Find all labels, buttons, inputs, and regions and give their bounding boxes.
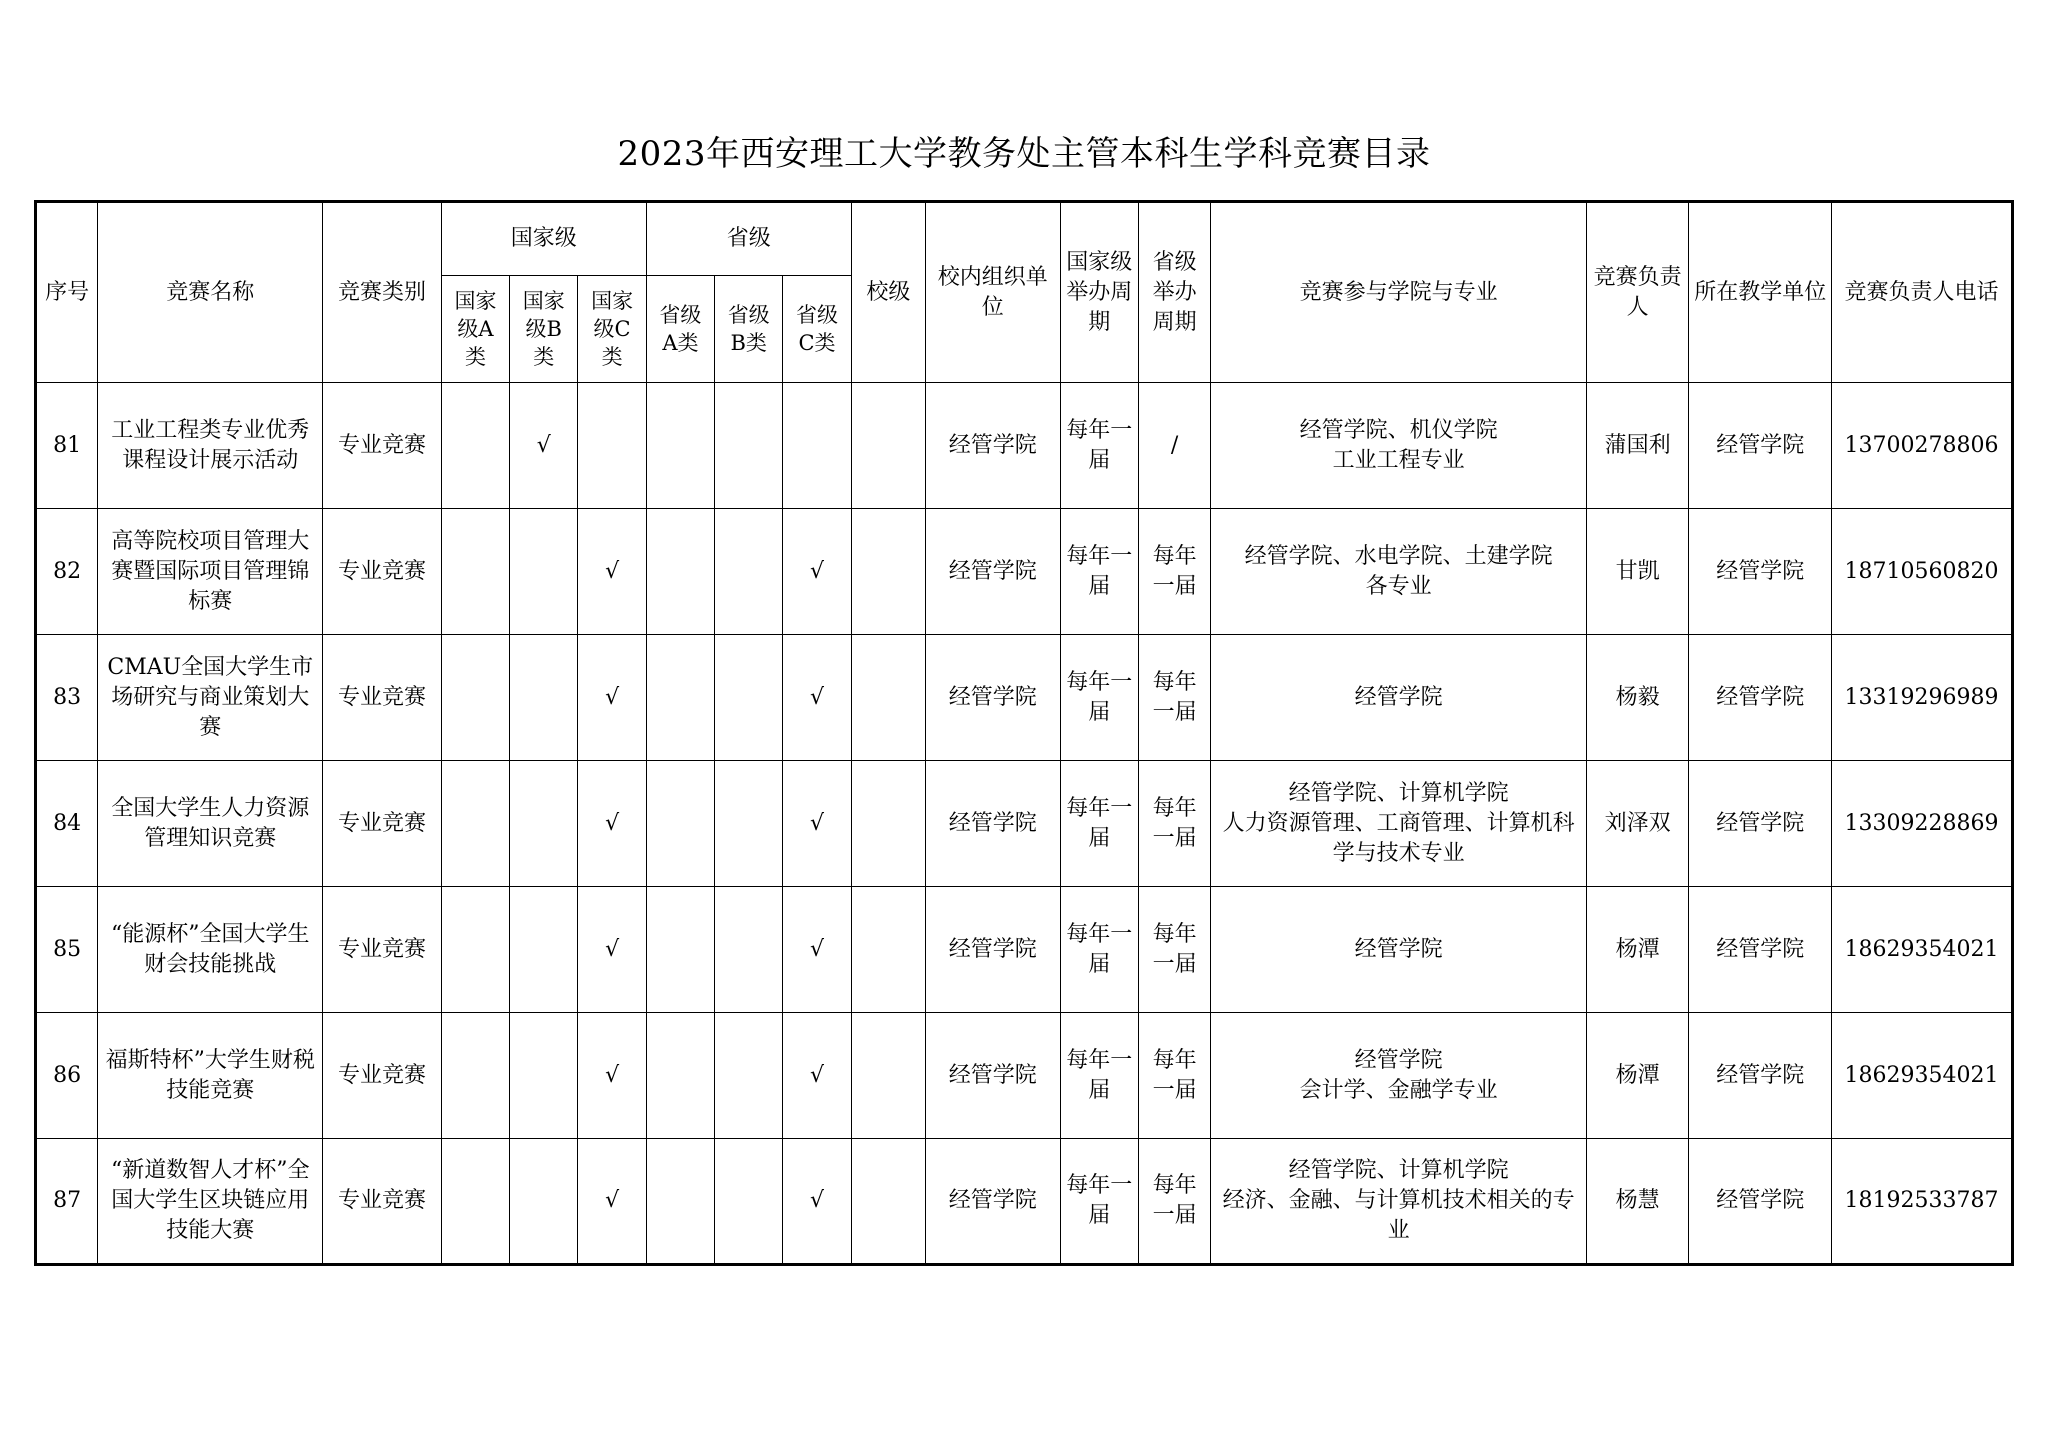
- header-category: 竞赛类别: [323, 202, 442, 383]
- cell-participants: [1211, 1013, 1587, 1139]
- header-row-top: [36, 202, 2013, 276]
- cell-provincial-a: [646, 761, 714, 887]
- participants-line-1: 经管学院、计算机学院: [1288, 780, 1509, 806]
- cell-name: CMAU全国大学生市场研究与商业策划大赛: [98, 635, 323, 761]
- participants-line-2: 会计学、金融学专业: [1299, 1077, 1498, 1103]
- cell-name: 高等院校项目管理大赛暨国际项目管理锦标赛: [98, 509, 323, 635]
- cell-leader: 杨毅: [1586, 635, 1688, 761]
- cell-provincial-b: [715, 1139, 783, 1265]
- header-provincial-a: 省级A类: [646, 276, 714, 383]
- table-row: [36, 1013, 2013, 1139]
- cell-provincial-b: [715, 383, 783, 509]
- cell-national-b: [510, 509, 578, 635]
- header-national-c: 国家级C类: [578, 276, 646, 383]
- participants-line-2: 人力资源管理、工商管理、计算机科学与技术专业: [1222, 810, 1575, 866]
- cell-provincial-c: √: [783, 1139, 851, 1265]
- cell-seq: 84: [36, 761, 98, 887]
- cell-seq: 87: [36, 1139, 98, 1265]
- cell-national-a: [441, 509, 509, 635]
- cell-name: 工业工程类专业优秀课程设计展示活动: [98, 383, 323, 509]
- cell-school: [851, 1139, 925, 1265]
- cell-seq: 83: [36, 635, 98, 761]
- participants-line-1: 经管学院: [1354, 1047, 1443, 1073]
- cell-provincial-cycle: 每年一届: [1138, 1013, 1210, 1139]
- table-row: [36, 509, 2013, 635]
- cell-leader: 杨潭: [1586, 1013, 1688, 1139]
- cell-participants: [1211, 887, 1587, 1013]
- table-row: [36, 887, 2013, 1013]
- cell-name: 全国大学生人力资源管理知识竞赛: [98, 761, 323, 887]
- cell-provincial-b: [715, 887, 783, 1013]
- cell-seq: 86: [36, 1013, 98, 1139]
- header-provincial-c: 省级C类: [783, 276, 851, 383]
- cell-teaching-unit: 经管学院: [1689, 635, 1832, 761]
- cell-national-a: [441, 635, 509, 761]
- cell-leader: 杨慧: [1586, 1139, 1688, 1265]
- cell-national-cycle: 每年一届: [1060, 887, 1138, 1013]
- cell-teaching-unit: 经管学院: [1689, 887, 1832, 1013]
- cell-national-cycle: 每年一届: [1060, 509, 1138, 635]
- cell-provincial-cycle: 每年一届: [1138, 509, 1210, 635]
- cell-provincial-c: √: [783, 761, 851, 887]
- cell-national-c: √: [578, 509, 646, 635]
- cell-participants: [1211, 509, 1587, 635]
- cell-provincial-cycle: 每年一届: [1138, 761, 1210, 887]
- page-title: 2023年西安理工大学教务处主管本科生学科竞赛目录: [617, 134, 1431, 174]
- cell-provincial-a: [646, 635, 714, 761]
- cell-phone: 13309228869: [1832, 761, 2013, 887]
- cell-phone: 18710560820: [1832, 509, 2013, 635]
- cell-school: [851, 635, 925, 761]
- participants-line-1: 经管学院、机仪学院: [1299, 417, 1498, 443]
- cell-name: 福斯特杯”大学生财税技能竞赛: [98, 1013, 323, 1139]
- cell-participants: [1211, 635, 1587, 761]
- cell-national-a: [441, 383, 509, 509]
- cell-participants: [1211, 761, 1587, 887]
- table-row: [36, 761, 2013, 887]
- cell-organizer: 经管学院: [925, 1013, 1060, 1139]
- cell-phone: 13319296989: [1832, 635, 2013, 761]
- cell-school: [851, 383, 925, 509]
- cell-provincial-c: [783, 383, 851, 509]
- cell-provincial-c: √: [783, 509, 851, 635]
- participants-line-1: 经管学院: [1354, 684, 1443, 710]
- cell-national-cycle: 每年一届: [1060, 1013, 1138, 1139]
- cell-national-cycle: 每年一届: [1060, 383, 1138, 509]
- cell-provincial-a: [646, 1013, 714, 1139]
- cell-provincial-c: √: [783, 635, 851, 761]
- cell-organizer: 经管学院: [925, 887, 1060, 1013]
- cell-national-c: √: [578, 1013, 646, 1139]
- participants-line-2: 各专业: [1365, 573, 1432, 599]
- cell-teaching-unit: 经管学院: [1689, 509, 1832, 635]
- cell-teaching-unit: 经管学院: [1689, 761, 1832, 887]
- header-name: 竞赛名称: [98, 202, 323, 383]
- cell-national-c: √: [578, 761, 646, 887]
- header-national: 国家级: [441, 202, 646, 276]
- cell-category: 专业竞赛: [323, 635, 442, 761]
- cell-category: 专业竞赛: [323, 887, 442, 1013]
- cell-national-b: [510, 1013, 578, 1139]
- cell-national-cycle: 每年一届: [1060, 1139, 1138, 1265]
- participants-line-1: 经管学院: [1354, 936, 1443, 962]
- cell-name: “新道数智人才杯”全国大学生区块链应用技能大赛: [98, 1139, 323, 1265]
- cell-national-a: [441, 761, 509, 887]
- header-participants: 竞赛参与学院与专业: [1211, 202, 1587, 383]
- cell-national-cycle: 每年一届: [1060, 761, 1138, 887]
- cell-national-b: [510, 761, 578, 887]
- cell-phone: 18629354021: [1832, 887, 2013, 1013]
- cell-provincial-b: [715, 1013, 783, 1139]
- header-teaching-unit: 所在教学单位: [1689, 202, 1832, 383]
- cell-leader: 甘凯: [1586, 509, 1688, 635]
- cell-category: 专业竞赛: [323, 1013, 442, 1139]
- cell-teaching-unit: 经管学院: [1689, 1013, 1832, 1139]
- participants-line-2: 工业工程专业: [1332, 447, 1465, 473]
- table-row: [36, 635, 2013, 761]
- cell-name: “能源杯”全国大学生财会技能挑战: [98, 887, 323, 1013]
- header-phone: 竞赛负责人电话: [1832, 202, 2013, 383]
- cell-leader: 刘泽双: [1586, 761, 1688, 887]
- cell-category: 专业竞赛: [323, 1139, 442, 1265]
- header-national-cycle: 国家级举办周期: [1060, 202, 1138, 383]
- cell-provincial-b: [715, 509, 783, 635]
- cell-national-c: √: [578, 635, 646, 761]
- cell-teaching-unit: 经管学院: [1689, 1139, 1832, 1265]
- cell-provincial-a: [646, 509, 714, 635]
- cell-seq: 81: [36, 383, 98, 509]
- cell-seq: 82: [36, 509, 98, 635]
- cell-national-a: [441, 1139, 509, 1265]
- cell-school: [851, 887, 925, 1013]
- cell-organizer: 经管学院: [925, 509, 1060, 635]
- cell-national-b: [510, 887, 578, 1013]
- cell-school: [851, 509, 925, 635]
- cell-provincial-cycle: 每年一届: [1138, 887, 1210, 1013]
- header-provincial-cycle: 省级举办周期: [1138, 202, 1210, 383]
- cell-participants: [1211, 1139, 1587, 1265]
- header-provincial: 省级: [646, 202, 851, 276]
- header-seq: 序号: [36, 202, 98, 383]
- cell-school: [851, 761, 925, 887]
- participants-line-1: 经管学院、计算机学院: [1288, 1158, 1509, 1183]
- table-row: [36, 383, 2013, 509]
- cell-organizer: 经管学院: [925, 635, 1060, 761]
- cell-national-c: [578, 383, 646, 509]
- cell-phone: 13700278806: [1832, 383, 2013, 509]
- cell-national-cycle: 每年一届: [1060, 635, 1138, 761]
- cell-national-a: [441, 887, 509, 1013]
- cell-organizer: 经管学院: [925, 1139, 1060, 1265]
- participants-line-2: 经济、金融、与计算机技术相关的专业: [1222, 1188, 1575, 1243]
- cell-provincial-b: [715, 635, 783, 761]
- cell-provincial-a: [646, 887, 714, 1013]
- header-national-a: 国家级A类: [441, 276, 509, 383]
- cell-national-c: √: [578, 887, 646, 1013]
- cell-organizer: 经管学院: [925, 383, 1060, 509]
- header-leader: 竞赛负责人: [1586, 202, 1688, 383]
- cell-provincial-cycle: 每年一届: [1138, 635, 1210, 761]
- cell-school: [851, 1013, 925, 1139]
- header-provincial-b: 省级B类: [715, 276, 783, 383]
- header-national-b: 国家级B类: [510, 276, 578, 383]
- cell-national-b: √: [510, 383, 578, 509]
- participants-line-1: 经管学院、水电学院、土建学院: [1244, 543, 1553, 569]
- cell-teaching-unit: 经管学院: [1689, 383, 1832, 509]
- cell-provincial-a: [646, 1139, 714, 1265]
- cell-category: 专业竞赛: [323, 761, 442, 887]
- cell-seq: 85: [36, 887, 98, 1013]
- cell-category: 专业竞赛: [323, 383, 442, 509]
- cell-provincial-a: [646, 383, 714, 509]
- cell-phone: 18629354021: [1832, 1013, 2013, 1139]
- cell-leader: 杨潭: [1586, 887, 1688, 1013]
- cell-national-a: [441, 1013, 509, 1139]
- cell-phone: 18192533787: [1832, 1139, 2013, 1265]
- cell-provincial-cycle: /: [1138, 383, 1210, 509]
- cell-national-b: [510, 635, 578, 761]
- cell-provincial-cycle: 每年一届: [1138, 1139, 1210, 1265]
- cell-category: 专业竞赛: [323, 509, 442, 635]
- cell-leader: 蒲国利: [1586, 383, 1688, 509]
- cell-national-b: [510, 1139, 578, 1265]
- header-organizer: 校内组织单位: [925, 202, 1060, 383]
- cell-provincial-c: √: [783, 1013, 851, 1139]
- cell-national-c: √: [578, 1139, 646, 1265]
- cell-provincial-c: √: [783, 887, 851, 1013]
- table-row: [36, 1139, 2013, 1265]
- cell-provincial-b: [715, 761, 783, 887]
- cell-participants: [1211, 383, 1587, 509]
- header-school: 校级: [851, 202, 925, 383]
- competition-table: [34, 200, 2014, 1266]
- cell-organizer: 经管学院: [925, 761, 1060, 887]
